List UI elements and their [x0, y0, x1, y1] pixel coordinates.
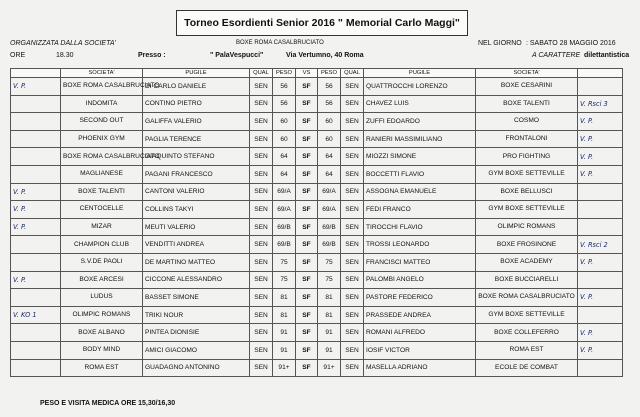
cell-society-right: OLIMPIC ROMANS [476, 218, 578, 236]
cell-qual-left: SEN [250, 341, 273, 359]
cell-weight-right: 56 [318, 78, 341, 96]
cell-note-right [578, 183, 623, 201]
cell-boxer-right: PALOMBI ANGELO [364, 271, 476, 289]
cell-vs: SF [296, 236, 318, 254]
cell-qual-right: SEN [341, 95, 364, 113]
cell-weight-left: 81 [273, 306, 296, 324]
cell-boxer-left: COLLINS TAKYI [143, 201, 250, 219]
cell-vs: SF [296, 289, 318, 307]
table-row [11, 201, 623, 219]
cell-boxer-right: TROSSI LEONARDO [364, 236, 476, 254]
cell-note-left [11, 236, 61, 254]
cell-weight-left: 75 [273, 271, 296, 289]
cell-weight-right: 69/A [318, 201, 341, 219]
table-row [11, 359, 623, 377]
cell-note-left [11, 95, 61, 113]
table-row [11, 271, 623, 289]
col-boxer-left: PUGILE [143, 69, 250, 78]
cell-qual-left: SEN [250, 253, 273, 271]
cell-qual-left: SEN [250, 271, 273, 289]
cell-vs: SF [296, 306, 318, 324]
cell-society-left: LUDUS [61, 289, 143, 307]
page-title: Torneo Esordienti Senior 2016 " Memorial Carlo Maggi" [176, 10, 468, 36]
cell-vs: SF [296, 78, 318, 96]
table-row [11, 95, 623, 113]
cell-weight-left: 69/A [273, 201, 296, 219]
cell-note-right: V. Rsci 2 [578, 236, 623, 254]
cell-weight-right: 75 [318, 253, 341, 271]
cell-note-right: V. Rsci 3 [578, 95, 623, 113]
cell-qual-right: SEN [341, 289, 364, 307]
cell-society-left: BOXE TALENTI [61, 183, 143, 201]
cell-weight-left: 64 [273, 165, 296, 183]
cell-qual-left: SEN [250, 130, 273, 148]
col-weight-left: PESO [273, 69, 296, 78]
cell-weight-left: 69/B [273, 218, 296, 236]
cell-note-left [11, 341, 61, 359]
cell-vs: SF [296, 271, 318, 289]
cell-weight-right: 60 [318, 113, 341, 131]
cell-note-right [578, 359, 623, 377]
cell-weight-right: 64 [318, 148, 341, 166]
cell-qual-left: SEN [250, 359, 273, 377]
cell-note-right: V. P. [578, 113, 623, 131]
cell-weight-left: 91 [273, 324, 296, 342]
cell-society-right: BOXE FROSINONE [476, 236, 578, 254]
table-row [11, 289, 623, 307]
cell-qual-right: SEN [341, 324, 364, 342]
col-society-left: SOCIETA' [61, 69, 143, 78]
cell-boxer-left: GUADAGNO ANTONINO [143, 359, 250, 377]
cell-vs: SF [296, 218, 318, 236]
cell-boxer-right: MIOZZI SIMONE [364, 148, 476, 166]
cell-society-right: GYM BOXE SETTEVILLE [476, 306, 578, 324]
cell-society-left: CENTOCELLE [61, 201, 143, 219]
cell-weight-left: 75 [273, 253, 296, 271]
table-row [11, 148, 623, 166]
cell-qual-left: SEN [250, 113, 273, 131]
cell-vs: SF [296, 148, 318, 166]
cell-boxer-left: CICCONE ALESSANDRO [143, 271, 250, 289]
cell-society-right: BOXE TALENTI [476, 95, 578, 113]
cell-boxer-left: CONTINO PIETRO [143, 95, 250, 113]
table-row [11, 324, 623, 342]
cell-qual-left: SEN [250, 218, 273, 236]
cell-weight-right: 75 [318, 271, 341, 289]
cell-qual-left: SEN [250, 201, 273, 219]
cell-qual-left: SEN [250, 236, 273, 254]
cell-note-right: V. P. [578, 148, 623, 166]
cell-note-left: V. P. [11, 271, 61, 289]
cell-qual-left: SEN [250, 289, 273, 307]
cell-vs: SF [296, 165, 318, 183]
cell-society-right: GYM BOXE SETTEVILLE [476, 201, 578, 219]
table-row [11, 183, 623, 201]
cell-weight-right: 69/B [318, 218, 341, 236]
cell-weight-right: 81 [318, 306, 341, 324]
cell-qual-right: SEN [341, 253, 364, 271]
cell-note-left: V. P. [11, 183, 61, 201]
cell-qual-right: SEN [341, 78, 364, 96]
cell-note-left [11, 359, 61, 377]
cell-society-left: BOXE ALBANO [61, 324, 143, 342]
cell-society-right: BOXE BUCCIARELLI [476, 271, 578, 289]
table-row [11, 130, 623, 148]
cell-note-right [578, 201, 623, 219]
cell-qual-right: SEN [341, 359, 364, 377]
cell-boxer-left: DE MARTINO MATTEO [143, 253, 250, 271]
cell-boxer-left: TRIKI NOUR [143, 306, 250, 324]
cell-qual-left: SEN [250, 95, 273, 113]
cell-vs: SF [296, 341, 318, 359]
cell-note-right: V. P. [578, 130, 623, 148]
cell-vs: SF [296, 253, 318, 271]
bout-table [10, 68, 623, 377]
cell-qual-right: SEN [341, 130, 364, 148]
cell-society-left: MIZAR [61, 218, 143, 236]
cell-society-left: BOXE ARCESI [61, 271, 143, 289]
col-society-right: SOCIETA' [476, 69, 578, 78]
cell-boxer-right: ASSOGNA EMANUELE [364, 183, 476, 201]
cell-qual-right: SEN [341, 113, 364, 131]
cell-note-right [578, 78, 623, 96]
col-qual-left: QUAL [250, 69, 273, 78]
cell-weight-right: 91 [318, 324, 341, 342]
time-label: ORE [10, 52, 26, 59]
cell-weight-left: 69/B [273, 236, 296, 254]
cell-note-right: V. P. [578, 289, 623, 307]
cell-note-left: V. KO 1 [11, 306, 61, 324]
cell-society-left: MAGLIANESE [61, 165, 143, 183]
cell-vs: SF [296, 95, 318, 113]
cell-society-left: BOXE ROMA CASALBRUCIATO [61, 78, 143, 96]
table-row [11, 165, 623, 183]
cell-note-left [11, 130, 61, 148]
cell-society-right: ECOLE DE COMBAT [476, 359, 578, 377]
cell-weight-left: 56 [273, 95, 296, 113]
cell-society-left: INDOMITA [61, 95, 143, 113]
col-weight-right: PESO [318, 69, 341, 78]
cell-qual-right: SEN [341, 236, 364, 254]
table-row [11, 253, 623, 271]
cell-boxer-right: IOSIF VICTOR [364, 341, 476, 359]
cell-boxer-left: GIAQUINTO STEFANO [143, 148, 250, 166]
cell-boxer-left: BASSET SIMONE [143, 289, 250, 307]
cell-boxer-left: MEUTI VALERIO [143, 218, 250, 236]
time-value: 18.30 [56, 52, 74, 59]
cell-society-right: BOXE ROMA CASALBRUCIATO [476, 289, 578, 307]
cell-note-right [578, 218, 623, 236]
cell-society-right: ROMA EST [476, 341, 578, 359]
cell-society-left: ROMA EST [61, 359, 143, 377]
cell-qual-right: SEN [341, 218, 364, 236]
table-row [11, 78, 623, 96]
cell-boxer-right: TIROCCHI FLAVIO [364, 218, 476, 236]
cell-qual-left: SEN [250, 324, 273, 342]
cell-boxer-right: QUATTROCCHI LORENZO [364, 78, 476, 96]
cell-weight-right: 64 [318, 165, 341, 183]
cell-qual-left: SEN [250, 78, 273, 96]
cell-qual-right: SEN [341, 201, 364, 219]
character-value: dilettantistica [584, 52, 630, 59]
cell-vs: SF [296, 324, 318, 342]
cell-weight-left: 56 [273, 78, 296, 96]
cell-note-right [578, 271, 623, 289]
cell-note-left: V. P. [11, 78, 61, 96]
cell-note-right: V. P. [578, 165, 623, 183]
cell-vs: SF [296, 183, 318, 201]
cell-note-left [11, 253, 61, 271]
cell-note-left [11, 165, 61, 183]
cell-qual-left: SEN [250, 183, 273, 201]
cell-note-right: V. P. [578, 341, 623, 359]
cell-boxer-left: GALIFFA VALERIO [143, 113, 250, 131]
cell-society-right: GYM BOXE SETTEVILLE [476, 165, 578, 183]
cell-qual-right: SEN [341, 306, 364, 324]
cell-qual-left: SEN [250, 306, 273, 324]
place-value: " PalaVespucci" [210, 52, 264, 59]
cell-note-left [11, 148, 61, 166]
col-boxer-right: PUGILE [364, 69, 476, 78]
cell-society-right: BOXE CESARINI [476, 78, 578, 96]
cell-boxer-right: ROMANI ALFREDO [364, 324, 476, 342]
cell-note-left: V. P. [11, 218, 61, 236]
cell-society-left: OLIMPIC ROMANS [61, 306, 143, 324]
day-label: NEL GIORNO [478, 40, 522, 47]
cell-boxer-left: PAGANI FRANCESCO [143, 165, 250, 183]
cell-weight-right: 91 [318, 341, 341, 359]
cell-boxer-left: AMICI GIACOMO [143, 341, 250, 359]
table-row [11, 306, 623, 324]
table-row [11, 113, 623, 131]
cell-boxer-left: VENDITTI ANDREA [143, 236, 250, 254]
table-header [11, 69, 623, 78]
col-note-left [11, 69, 61, 78]
cell-society-right: BOXE COLLEFERRO [476, 324, 578, 342]
cell-qual-right: SEN [341, 271, 364, 289]
cell-qual-left: SEN [250, 148, 273, 166]
cell-weight-right: 81 [318, 289, 341, 307]
cell-society-left: BOXE ROMA CASALBRUCIATO [61, 148, 143, 166]
cell-society-left: BODY MIND [61, 341, 143, 359]
cell-society-left: SECOND OUT [61, 113, 143, 131]
cell-boxer-right: ZUFFI EDOARDO [364, 113, 476, 131]
col-vs: VS [296, 69, 318, 78]
cell-qual-right: SEN [341, 183, 364, 201]
cell-weight-right: 56 [318, 95, 341, 113]
cell-boxer-right: FRANCISCI MATTEO [364, 253, 476, 271]
day-value: : SABATO 28 MAGGIO 2016 [526, 40, 616, 47]
cell-weight-left: 60 [273, 130, 296, 148]
cell-qual-left: SEN [250, 165, 273, 183]
cell-weight-left: 69/A [273, 183, 296, 201]
cell-note-left [11, 324, 61, 342]
cell-note-right: V. P. [578, 324, 623, 342]
cell-weight-left: 81 [273, 289, 296, 307]
cell-boxer-right: PRASSEDE ANDREA [364, 306, 476, 324]
cell-weight-left: 91 [273, 341, 296, 359]
table-row [11, 236, 623, 254]
cell-boxer-left: PAGLIA TERENCE [143, 130, 250, 148]
cell-boxer-right: RANIERI MASSIMILIANO [364, 130, 476, 148]
organizer-value: BOXE ROMA CASALBRUCIATO [236, 40, 324, 46]
cell-weight-left: 91+ [273, 359, 296, 377]
cell-note-right [578, 306, 623, 324]
cell-vs: SF [296, 359, 318, 377]
cell-weight-right: 69/B [318, 236, 341, 254]
character-label: A CARATTERE [532, 52, 581, 59]
cell-boxer-left: DI CARLO DANIELE [143, 78, 250, 96]
cell-society-right: FRONTALONI [476, 130, 578, 148]
footer-note: PESO E VISITA MEDICA ORE 15,30/16,30 [40, 400, 176, 407]
cell-society-right: BOXE ACADEMY [476, 253, 578, 271]
cell-qual-right: SEN [341, 165, 364, 183]
cell-society-left: PHOENIX GYM [61, 130, 143, 148]
address: Via Vertumno, 40 Roma [286, 52, 364, 59]
cell-weight-left: 60 [273, 113, 296, 131]
cell-society-right: PRO FIGHTING [476, 148, 578, 166]
table-row [11, 341, 623, 359]
cell-boxer-right: CHAVEZ LUIS [364, 95, 476, 113]
organizer-label: ORGANIZZATA DALLA SOCIETA' [10, 40, 116, 47]
col-qual-right: QUAL [341, 69, 364, 78]
cell-boxer-left: PINTEA DIONISIE [143, 324, 250, 342]
cell-weight-right: 91+ [318, 359, 341, 377]
place-label: Presso : [138, 52, 166, 59]
cell-society-right: COSMO [476, 113, 578, 131]
cell-society-left: CHAMPION CLUB [61, 236, 143, 254]
cell-vs: SF [296, 113, 318, 131]
cell-boxer-right: FEDI FRANCO [364, 201, 476, 219]
cell-society-right: BOXE BELLUSCI [476, 183, 578, 201]
table-row [11, 218, 623, 236]
cell-qual-right: SEN [341, 341, 364, 359]
cell-boxer-left: CANTONI VALERIO [143, 183, 250, 201]
col-note-right [578, 69, 623, 78]
cell-society-left: S.V.DE PAOLI [61, 253, 143, 271]
cell-note-right: V. P. [578, 253, 623, 271]
cell-boxer-right: MASELLA ADRIANO [364, 359, 476, 377]
cell-weight-right: 69/A [318, 183, 341, 201]
cell-note-left [11, 289, 61, 307]
cell-qual-right: SEN [341, 148, 364, 166]
cell-boxer-right: PASTORE FEDERICO [364, 289, 476, 307]
cell-vs: SF [296, 201, 318, 219]
cell-weight-right: 60 [318, 130, 341, 148]
cell-note-left [11, 113, 61, 131]
cell-note-left: V. P. [11, 201, 61, 219]
cell-weight-left: 64 [273, 148, 296, 166]
cell-boxer-right: BOCCETTI FLAVIO [364, 165, 476, 183]
cell-vs: SF [296, 130, 318, 148]
